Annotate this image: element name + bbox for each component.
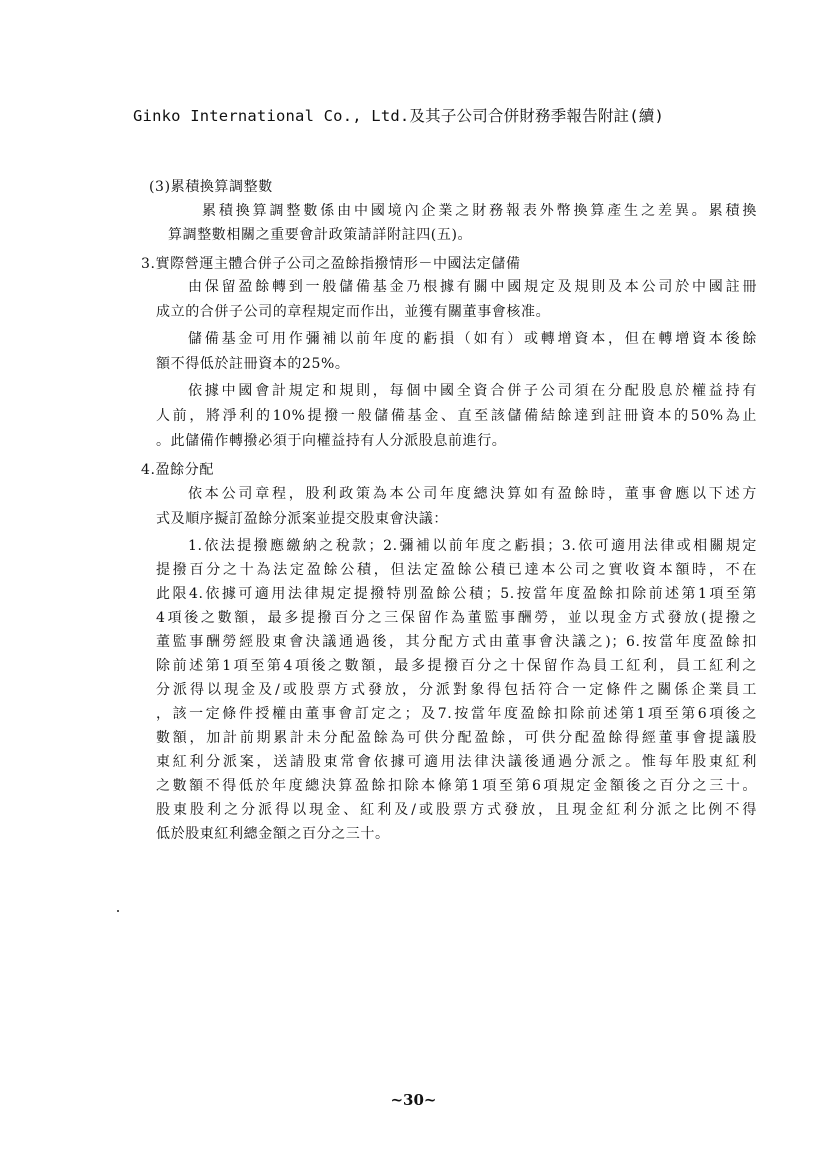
body-line: 由保留盈餘轉到一般儲備基金乃根據有關中國規定及規則及本公司於中國註冊 [188, 279, 757, 295]
body-line: 之數額不得低於年度總決算盈餘扣除本條第1項至第6項規定金額後之百分之三十。 [156, 778, 757, 794]
body-line: 低於股東紅利總金額之百分之三十。 [156, 826, 390, 842]
body-line: 式及順序擬訂盈餘分派案並提交股東會決議： [156, 511, 448, 527]
body-line: 依據中國會計規定和規則，每個中國全資合併子公司須在分配股息於權益持有 [188, 383, 757, 399]
body-line: 額不得低於註冊資本的25%。 [156, 356, 350, 372]
page-header: Ginko International Co., Ltd.及其子公司合併財務季報告附註(續) [133, 107, 664, 125]
body-line: 依本公司章程，股利政策為本公司年度總決算如有盈餘時，董事會應以下述方 [188, 486, 757, 502]
page-number: ~30~ [390, 1091, 437, 1109]
body-line: 儲備基金可用作彌補以前年度的虧損（如有）或轉增資本，但在轉增資本後餘 [188, 331, 757, 347]
body-line: 除前述第1項至第4項後之數額，最多提撥百分之十保留作為員工紅利，員工紅利之 [156, 658, 757, 674]
body-line: 4項後之數額，最多提撥百分之三保留作為董監事酬勞，並以現金方式發放(提撥之 [156, 610, 757, 626]
body-line: 1.依法提撥應繳納之稅款；2.彌補以前年度之虧損；3.依可適用法律或相關規定 [188, 538, 757, 554]
body-line: 董監事酬勞經股東會決議通過後，其分配方式由董事會決議之)；6.按當年度盈餘扣 [156, 634, 757, 650]
body-line: 算調整數相關之重要會計政策請詳附註四(五)。 [168, 227, 473, 243]
body-line: 股東股利之分派得以現金、紅利及/或股票方式發放，且現金紅利分派之比例不得 [156, 802, 757, 818]
body-line: 提撥百分之十為法定盈餘公積，但法定盈餘公積已達本公司之實收資本額時，不在 [156, 562, 757, 578]
section-heading: (3)累積換算調整數 [149, 179, 273, 195]
scan-speck [117, 910, 119, 912]
body-line: 分派得以現金及/或股票方式發放，分派對象得包括符合一定條件之關係企業員工 [156, 682, 757, 698]
body-line: ，該一定條件授權由董事會訂定之；及7.按當年度盈餘扣除前述第1項至第6項後之 [156, 706, 757, 722]
body-line: 成立的合併子公司的章程規定而作出，並獲有關董事會核准。 [156, 304, 551, 320]
body-line: 此限4.依據可適用法律規定提撥特別盈餘公積；5.按當年度盈餘扣除前述第1項至第 [156, 586, 757, 602]
body-line: 。此儲備作轉撥必須于向權益持有人分派股息前進行。 [156, 433, 507, 449]
body-line: 累積換算調整數係由中國境內企業之財務報表外幣換算產生之差異。累積換 [202, 203, 757, 219]
body-line: 人前，將淨利的10%提撥一般儲備基金、直至該儲備結餘達到註冊資本的50%為止 [156, 408, 757, 424]
body-line: 東紅利分派案，送請股東常會依據可適用法律決議後通過分派之。惟每年股東紅利 [156, 754, 757, 770]
body-line: 數額，加計前期累計未分配盈餘為可供分配盈餘，可供分配盈餘得經董事會提議股 [156, 730, 757, 746]
section-heading: 3.實際營運主體合併子公司之盈餘指撥情形－中國法定儲備 [141, 256, 521, 272]
section-heading: 4.盈餘分配 [141, 462, 214, 478]
